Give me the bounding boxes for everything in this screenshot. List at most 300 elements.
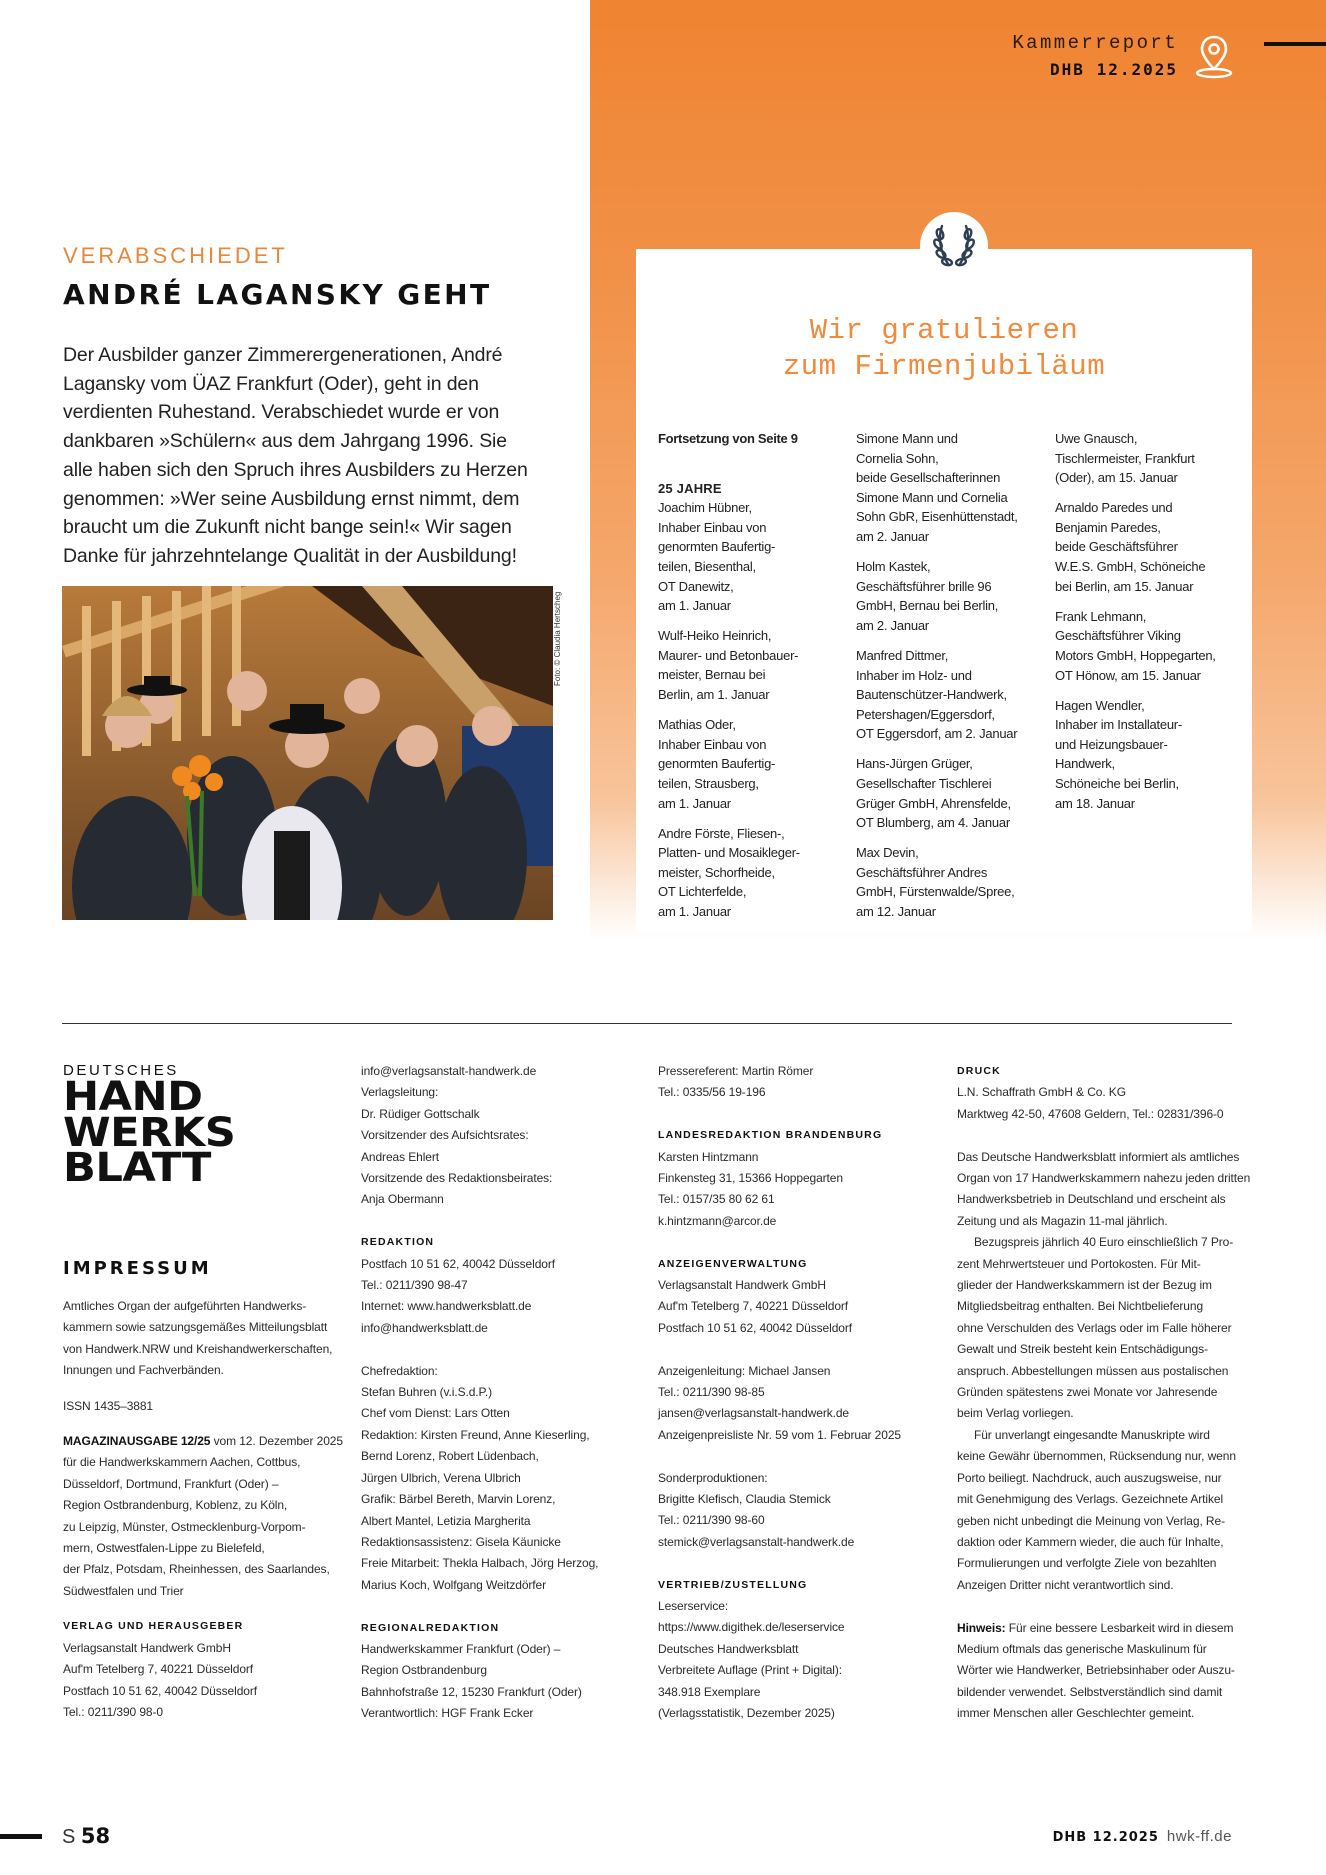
line-text: von Handwerk.NRW und Kreishandwerkerschaften, bbox=[63, 1341, 333, 1356]
impressum-title: IMPRESSUM bbox=[63, 1258, 212, 1279]
block-line bbox=[63, 1339, 358, 1360]
block-line bbox=[63, 1659, 358, 1680]
block-line bbox=[957, 1211, 1257, 1232]
block-line bbox=[957, 1660, 1257, 1681]
line-text: Porto beiliegt. Nachdruck, auch auszugsweise, nur bbox=[957, 1470, 1222, 1485]
impressum-block bbox=[63, 1616, 358, 1723]
entry-line: Arnaldo Paredes und bbox=[1055, 500, 1173, 516]
block-line bbox=[957, 1682, 1257, 1703]
jubilee-entry bbox=[1055, 498, 1250, 596]
line-text: Auf'm Tetelberg 7, 40221 Düsseldorf bbox=[658, 1299, 849, 1314]
line-text: Tel.: 0157/35 80 62 61 bbox=[658, 1192, 775, 1207]
block-line bbox=[361, 1660, 656, 1681]
article-kicker: VERABSCHIEDET bbox=[63, 243, 288, 268]
block-line bbox=[658, 1318, 953, 1339]
line-text: beim Verlag vorliegen. bbox=[957, 1406, 1074, 1421]
page-number bbox=[62, 1824, 110, 1849]
entry-line: teilen, Biesenthal, bbox=[658, 558, 756, 574]
block-line bbox=[361, 1575, 656, 1596]
block-line bbox=[957, 1147, 1257, 1168]
block-line bbox=[361, 1168, 656, 1189]
block-line bbox=[361, 1403, 656, 1424]
entry-line: am 2. Januar bbox=[856, 617, 929, 633]
line-text: Redaktion: Kirsten Freund, Anne Kieserling, bbox=[361, 1427, 590, 1442]
line-text: für die Handwerkskammern Aachen, Cottbus, bbox=[63, 1455, 301, 1470]
line-text: Bernd Lorenz, Robert Lüdenbach, bbox=[361, 1449, 539, 1464]
line-text: ISSN 1435–3881 bbox=[63, 1398, 154, 1413]
block-heading: VERLAG UND HERAUSGEBER bbox=[63, 1620, 244, 1633]
line-text: Verlagsleitung: bbox=[361, 1085, 439, 1100]
line-text: Vorsitzende des Redaktionsbeirates: bbox=[361, 1171, 553, 1186]
block-line bbox=[361, 1425, 656, 1446]
line-text: Marktweg 42-50, 47608 Geldern, Tel.: 02831/396-0 bbox=[957, 1106, 1224, 1121]
impressum-block bbox=[658, 1254, 953, 1340]
body-line: Danke für jahrzehntelange Qualität in der Ausbildung! bbox=[63, 544, 517, 567]
lead-text: MAGAZINAUSGABE 12/25 bbox=[63, 1434, 211, 1449]
line-text: info@verlagsanstalt-handwerk.de bbox=[361, 1064, 537, 1078]
entry-line: Inhaber im Holz- und bbox=[856, 667, 972, 683]
impressum-block bbox=[361, 1618, 656, 1725]
photo-credit: Foto: © Claudia Hertscheg bbox=[553, 591, 562, 686]
block-heading: LANDESREDAKTION BRANDENBURG bbox=[658, 1129, 883, 1142]
line-text: Chef vom Dienst: Lars Otten bbox=[361, 1406, 510, 1421]
line-text: Für eine bessere Lesbarkeit wird in diesem bbox=[1005, 1620, 1234, 1635]
entry-line: Gesellschafter Tischlerei bbox=[856, 776, 992, 791]
logo-line: BLATT bbox=[63, 1145, 211, 1191]
line-text: Grafik: Bärbel Bereth, Marvin Lorenz, bbox=[361, 1492, 556, 1507]
entry-line: genormten Baufertig- bbox=[658, 756, 776, 772]
section-label: Kammerreport bbox=[1012, 32, 1178, 54]
entry-line: Holm Kastek, bbox=[856, 559, 931, 575]
block-line bbox=[957, 1339, 1257, 1360]
line-text: mern, Ostwestfalen-Lippe zu Bielefeld, bbox=[63, 1541, 265, 1556]
block-line bbox=[361, 1275, 656, 1296]
impressum-block bbox=[957, 1618, 1257, 1725]
footer-right bbox=[1053, 1828, 1232, 1845]
line-text: Sonderproduktionen: bbox=[658, 1470, 768, 1485]
entry-line: und Heizungsbauer- bbox=[1055, 736, 1168, 752]
entry-line: (Oder), am 15. Januar bbox=[1055, 470, 1178, 486]
line-text: Handwerksbetrieb in Deutschland und erscheint als bbox=[957, 1192, 1226, 1207]
laurel-wreath-icon bbox=[920, 212, 988, 280]
impressum-block bbox=[361, 1361, 656, 1596]
jubilee-column-2 bbox=[856, 429, 1051, 932]
impressum-block bbox=[658, 1575, 953, 1725]
block-heading: DRUCK bbox=[957, 1065, 1001, 1077]
entry-line: Geschäftsführer brille 96 bbox=[856, 578, 992, 594]
block-line bbox=[361, 1254, 656, 1275]
block-line bbox=[957, 1104, 1257, 1125]
line-text: kammern sowie satzungsgemäßes Mitteilungsblatt bbox=[63, 1320, 328, 1335]
laurel-badge bbox=[920, 212, 988, 280]
line-text: Marius Koch, Wolfgang Weitzdörfer bbox=[361, 1577, 547, 1592]
block-line bbox=[63, 1396, 358, 1417]
impressum-block bbox=[957, 1232, 1257, 1425]
line-text: Düsseldorf, Dortmund, Frankfurt (Oder) – bbox=[63, 1476, 279, 1491]
block-line bbox=[361, 1532, 656, 1553]
block-line bbox=[957, 1403, 1257, 1424]
block-line bbox=[658, 1425, 953, 1446]
entry-line: Max Devin, bbox=[856, 845, 919, 861]
block-line bbox=[361, 1189, 656, 1210]
block-line bbox=[361, 1682, 656, 1703]
block-line bbox=[361, 1296, 656, 1317]
entry-line: OT Hönow, am 15. Januar bbox=[1055, 667, 1201, 683]
block-heading: REDAKTION bbox=[361, 1236, 435, 1249]
block-line bbox=[957, 1532, 1257, 1553]
block-line bbox=[63, 1474, 358, 1495]
block-line bbox=[658, 1703, 953, 1724]
body-line: braucht um die Zukunft nicht bange sein!« Wir sagen bbox=[63, 516, 512, 539]
location-pin-icon bbox=[1194, 34, 1234, 80]
block-line bbox=[658, 1189, 953, 1210]
entry-line: Maurer- und Betonbauer- bbox=[658, 647, 799, 663]
entry-line: Frank Lehmann, bbox=[1055, 608, 1147, 624]
entry-line: Sohn GbR, Eisenhüttenstadt, bbox=[856, 509, 1018, 525]
block-line bbox=[63, 1559, 358, 1580]
block-heading: VERTRIEB/ZUSTELLUNG bbox=[658, 1578, 808, 1591]
line-text: bildender verwendet. Selbstverständlich sind damit bbox=[957, 1684, 1223, 1699]
entry-line: am 2. Januar bbox=[856, 528, 929, 544]
line-text: Bezugspreis jährlich 40 Euro einschließlich 7 Pro- bbox=[974, 1235, 1234, 1250]
entry-line: beide Gesellschafterinnen bbox=[856, 470, 1001, 486]
block-line bbox=[957, 1382, 1257, 1403]
line-text: mit Genehmigung des Verlags. Gezeichnete Artikel bbox=[957, 1492, 1224, 1507]
block-line bbox=[63, 1360, 358, 1381]
entry-line: am 1. Januar bbox=[658, 795, 731, 811]
line-text: ohne Verschulden des Verlags oder im Falle höherer bbox=[957, 1320, 1232, 1335]
line-text: Internet: www.handwerksblatt.de bbox=[361, 1299, 532, 1314]
impressum-block bbox=[658, 1361, 953, 1447]
line-text: Auf'm Tetelberg 7, 40221 Düsseldorf bbox=[63, 1662, 254, 1677]
block-line bbox=[63, 1452, 358, 1473]
line-text: immer Menschen aller Geschlechter gemeint. bbox=[957, 1706, 1195, 1721]
block-line bbox=[63, 1702, 358, 1723]
entry-line: bei Berlin, am 15. Januar bbox=[1055, 578, 1194, 594]
entry-line: Handwerk, bbox=[1055, 756, 1115, 772]
line-text: Bahnhofstraße 12, 15230 Frankfurt (Oder) bbox=[361, 1684, 582, 1699]
entry-line: genormten Baufertig- bbox=[658, 539, 776, 555]
impressum-block bbox=[957, 1425, 1257, 1596]
article-title: ANDRÉ LAGANSKY GEHT bbox=[63, 278, 492, 311]
jubilee-column-1 bbox=[658, 429, 853, 932]
block-line bbox=[957, 1254, 1257, 1275]
entry-line: Schöneiche bei Berlin, bbox=[1055, 776, 1179, 791]
line-text: Postfach 10 51 62, 40042 Düsseldorf bbox=[658, 1320, 852, 1335]
line-text: Innungen und Fachverbänden. bbox=[63, 1363, 224, 1378]
line-text: Mitgliedsbeitrag enthalten. Bei Nichtbelieferung bbox=[957, 1299, 1204, 1314]
block-line bbox=[361, 1468, 656, 1489]
entry-line: Bautenschützer-Handwerk, bbox=[856, 687, 1007, 703]
block-line bbox=[658, 1082, 953, 1103]
block-line bbox=[63, 1296, 358, 1317]
issue-label: DHB 12.2025 bbox=[1050, 60, 1178, 79]
block-line bbox=[361, 1147, 656, 1168]
block-line bbox=[63, 1581, 358, 1602]
entry-line: meister, Bernau bei bbox=[658, 667, 766, 683]
line-text: Medium oftmals das generische Maskulinum für bbox=[957, 1641, 1207, 1656]
block-line bbox=[361, 1318, 656, 1339]
block-line bbox=[658, 1617, 953, 1638]
entry-line: beide Geschäftsführer bbox=[1055, 539, 1178, 555]
line-text: Tel.: 0211/390 98-0 bbox=[63, 1704, 163, 1719]
body-line: Lagansky vom ÜAZ Frankfurt (Oder), geht in den bbox=[63, 372, 479, 395]
article-photo bbox=[62, 586, 553, 920]
line-text: Freie Mitarbeit: Thekla Halbach, Jörg Herzog, bbox=[361, 1556, 599, 1571]
line-text: L.N. Schaffrath GmbH & Co. KG bbox=[957, 1085, 1126, 1100]
impressum-block bbox=[658, 1125, 953, 1232]
entry-line: Cornelia Sohn, bbox=[856, 450, 939, 466]
block-line bbox=[361, 1382, 656, 1403]
block-line bbox=[63, 1538, 358, 1559]
entry-line: am 1. Januar bbox=[658, 903, 731, 919]
block-heading: REGIONALREDAKTION bbox=[361, 1621, 500, 1634]
line-text: daktion oder Kammern wieder, die auch für Inhalte, bbox=[957, 1534, 1224, 1549]
entry-line: Platten- und Mosaikleger- bbox=[658, 845, 800, 861]
block-line bbox=[361, 1061, 656, 1082]
line-text: Region Ostbrandenburg, Koblenz, zu Köln, bbox=[63, 1498, 288, 1513]
block-line bbox=[658, 1147, 953, 1168]
handwerksblatt-logo bbox=[63, 1062, 236, 1191]
impressum-block bbox=[361, 1061, 656, 1211]
entry-line: Simone Mann und Cornelia bbox=[856, 489, 1008, 505]
footer-bar bbox=[0, 1834, 42, 1839]
block-line bbox=[361, 1489, 656, 1510]
line-text: Amtliches Organ der aufgeführten Handwerks- bbox=[63, 1299, 307, 1313]
page-prefix: S bbox=[62, 1826, 76, 1848]
block-line bbox=[957, 1318, 1257, 1339]
body-line: genommen: »Wer seine Ausbildung ernst nimmt, dem bbox=[63, 487, 520, 510]
block-line bbox=[658, 1211, 953, 1232]
entry-line: Berlin, am 1. Januar bbox=[658, 687, 770, 703]
entry-line: am 18. Januar bbox=[1055, 795, 1135, 811]
line-text: Redaktionsassistenz: Gisela Käunicke bbox=[361, 1534, 561, 1549]
line-text: Leserservice: bbox=[658, 1599, 729, 1614]
block-line bbox=[957, 1511, 1257, 1532]
block-line bbox=[957, 1489, 1257, 1510]
line-text: Tel.: 0211/390 98-47 bbox=[361, 1278, 468, 1293]
entry-line: GmbH, Bernau bei Berlin, bbox=[856, 598, 999, 614]
entry-line: Manfred Dittmer, bbox=[856, 647, 949, 663]
block-line bbox=[361, 1703, 656, 1724]
block-line bbox=[361, 1125, 656, 1146]
entry-line: Grüger GmbH, Ahrensfelde, bbox=[856, 795, 1011, 811]
body-line: alle haben sich den Spruch ihres Ausbilders zu Herzen bbox=[63, 458, 528, 481]
line-text: Südwestfalen und Trier bbox=[63, 1583, 184, 1598]
jubilee-entry bbox=[1055, 429, 1250, 488]
block-line bbox=[63, 1431, 358, 1452]
line-text: Gewalt und Streik besteht kein Entschädigungs- bbox=[957, 1342, 1208, 1357]
block-line bbox=[658, 1468, 953, 1489]
block-line bbox=[957, 1232, 1257, 1253]
block-line bbox=[957, 1575, 1257, 1596]
block-line bbox=[63, 1638, 358, 1659]
entry-line: Benjamin Paredes, bbox=[1055, 519, 1161, 535]
line-text: Postfach 10 51 62, 40042 Düsseldorf bbox=[361, 1256, 555, 1271]
block-line bbox=[957, 1703, 1257, 1724]
block-line bbox=[957, 1082, 1257, 1103]
block-line bbox=[957, 1275, 1257, 1296]
impressum-column-3 bbox=[658, 1061, 953, 1746]
block-line bbox=[658, 1403, 953, 1424]
block-line bbox=[361, 1639, 656, 1660]
body-line: dankbaren »Schülern« aus dem Jahrgang 1996. Sie bbox=[63, 430, 507, 453]
footer-website[interactable]: hwk-ff.de bbox=[1166, 1828, 1232, 1845]
line-text: Finkensteg 31, 15366 Hoppegarten bbox=[658, 1171, 843, 1186]
line-text: zu Leipzig, Münster, Ostmecklenburg-Vorpom- bbox=[63, 1519, 306, 1534]
jubilee-entry bbox=[1055, 696, 1250, 814]
line-text: Albert Mantel, Letizia Margherita bbox=[361, 1513, 531, 1528]
entry-line: Inhaber Einbau von bbox=[658, 736, 767, 752]
entry-line: am 1. Januar bbox=[658, 598, 731, 614]
line-text: Anzeigenleitung: Michael Jansen bbox=[658, 1363, 831, 1378]
block-line bbox=[658, 1510, 953, 1531]
line-text: Verbreitete Auflage (Print + Digital): bbox=[658, 1663, 842, 1678]
jubilee-entry bbox=[856, 843, 1051, 921]
jubilee-entry bbox=[1055, 607, 1250, 685]
line-text: Tel.: 0335/56 19-196 bbox=[658, 1085, 766, 1100]
entry-line: Inhaber Einbau von bbox=[658, 519, 767, 535]
line-text: Gründen spätestens zwei Monate vor Jahresende bbox=[957, 1385, 1218, 1400]
line-text: jansen@verlagsanstalt-handwerk.de bbox=[658, 1406, 849, 1421]
block-line bbox=[957, 1296, 1257, 1317]
block-line bbox=[957, 1189, 1257, 1210]
impressum-block bbox=[957, 1061, 1257, 1125]
line-text: Anja Obermann bbox=[361, 1192, 444, 1207]
logo-small-text: DEUTSCHES bbox=[63, 1062, 179, 1079]
block-line bbox=[658, 1275, 953, 1296]
entry-line: Joachim Hübner, bbox=[658, 500, 752, 516]
entry-line: Simone Mann und bbox=[856, 431, 958, 446]
block-line bbox=[658, 1296, 953, 1317]
entry-line: Hans-Jürgen Grüger, bbox=[856, 756, 973, 772]
block-line bbox=[957, 1468, 1257, 1489]
line-text: Andreas Ehlert bbox=[361, 1149, 439, 1164]
block-line bbox=[361, 1104, 656, 1125]
section-divider bbox=[62, 1023, 1232, 1024]
block-line bbox=[658, 1639, 953, 1660]
impressum-block bbox=[658, 1468, 953, 1554]
jubilee-heading: 25 JAHRE bbox=[658, 480, 722, 496]
line-text: zent Mehrwertsteuer und Portokosten. Für Mit- bbox=[957, 1256, 1201, 1271]
entry-line: Mathias Oder, bbox=[658, 717, 736, 733]
line-text: anspruch. Abbestellungen müssen aus postalischen bbox=[957, 1363, 1229, 1378]
line-text: Dr. Rüdiger Gottschalk bbox=[361, 1106, 480, 1121]
block-line bbox=[361, 1553, 656, 1574]
block-line bbox=[361, 1082, 656, 1103]
entry-line: Andre Förste, Fliesen-, bbox=[658, 825, 785, 841]
entry-line: GmbH, Fürstenwalde/Spree, bbox=[856, 884, 1015, 900]
line-text: Organ von 17 Handwerkskammern nahezu jeden dritten bbox=[957, 1171, 1251, 1186]
header-rule bbox=[1264, 42, 1326, 46]
block-line bbox=[957, 1553, 1257, 1574]
entry-line: OT Lichterfelde, bbox=[658, 884, 747, 900]
block-line bbox=[658, 1489, 953, 1510]
line-text: Formulierungen und verfolgte Ziele von bezahlten bbox=[957, 1556, 1217, 1571]
entry-line: Hagen Wendler, bbox=[1055, 697, 1145, 713]
block-line bbox=[658, 1596, 953, 1617]
line-text: 348.918 Exemplare bbox=[658, 1684, 761, 1699]
entry-line: teilen, Strausberg, bbox=[658, 775, 759, 791]
block-line bbox=[63, 1317, 358, 1338]
line-text: Brigitte Klefisch, Claudia Stemick bbox=[658, 1492, 831, 1507]
line-text: Handwerkskammer Frankfurt (Oder) – bbox=[361, 1641, 561, 1656]
line-text: Tel.: 0211/390 98-85 bbox=[658, 1385, 765, 1400]
jubilee-entry bbox=[658, 824, 853, 922]
block-line bbox=[658, 1061, 953, 1082]
line-text: Anzeigenpreisliste Nr. 59 vom 1. Februar 2025 bbox=[658, 1427, 901, 1442]
logo-line: WERKS bbox=[63, 1109, 236, 1156]
line-text: Verantwortlich: HGF Frank Ecker bbox=[361, 1706, 534, 1721]
entry-line: am 12. Januar bbox=[856, 904, 936, 920]
entry-line: Wulf-Heiko Heinrich, bbox=[658, 628, 772, 644]
jubilee-entry bbox=[658, 715, 853, 813]
impressum-block bbox=[63, 1431, 358, 1602]
block-line bbox=[658, 1361, 953, 1382]
jubilee-entry bbox=[856, 646, 1051, 744]
entry-line: meister, Schorfheide, bbox=[658, 864, 775, 880]
line-text: Zeitung und als Magazin 11-mal jährlich. bbox=[957, 1213, 1168, 1228]
lead-text: Hinweis: bbox=[957, 1620, 1006, 1635]
entry-line: Inhaber im Installateur- bbox=[1055, 717, 1182, 733]
footer-issue: DHB 12.2025 bbox=[1052, 1830, 1159, 1845]
line-text: info@handwerksblatt.de bbox=[361, 1320, 488, 1335]
line-text: vom 12. Dezember 2025 bbox=[210, 1434, 343, 1449]
line-text: https://www.digithek.de/leserservice bbox=[658, 1620, 845, 1635]
block-heading: ANZEIGENVERWALTUNG bbox=[658, 1257, 808, 1270]
jubilee-title-line2: zum Firmenjubiläum bbox=[782, 350, 1106, 383]
entry-line: Geschäftsführer Viking bbox=[1055, 628, 1181, 644]
block-line bbox=[658, 1382, 953, 1403]
entry-line: OT Eggersdorf, am 2. Januar bbox=[856, 726, 1018, 742]
block-line bbox=[63, 1517, 358, 1538]
line-text: Deutsches Handwerksblatt bbox=[658, 1641, 799, 1656]
line-text: Chefredaktion: bbox=[361, 1363, 438, 1378]
entry-line: OT Blumberg, am 4. Januar bbox=[856, 815, 1010, 831]
jubilee-entry bbox=[856, 754, 1051, 832]
entry-line: OT Danewitz, bbox=[658, 578, 734, 594]
jubilee-title-line1: Wir gratulieren bbox=[809, 314, 1079, 347]
continuation-note: Fortsetzung von Seite 9 bbox=[658, 431, 798, 446]
entry-line: W.E.S. GmbH, Schöneiche bbox=[1055, 559, 1206, 575]
block-line bbox=[658, 1660, 953, 1681]
impressum-block bbox=[361, 1232, 656, 1339]
line-text: k.hintzmann@arcor.de bbox=[658, 1213, 777, 1228]
line-text: stemick@verlagsanstalt-handwerk.de bbox=[658, 1534, 855, 1549]
line-text: (Verlagsstatistik, Dezember 2025) bbox=[658, 1706, 835, 1721]
impressum-block bbox=[63, 1396, 358, 1417]
block-line bbox=[658, 1532, 953, 1553]
entry-line: Petershagen/Eggersdorf, bbox=[856, 706, 995, 722]
line-text: Verlagsanstalt Handwerk GmbH bbox=[63, 1640, 231, 1655]
line-text: Pressereferent: Martin Römer bbox=[658, 1064, 814, 1078]
line-text: keine Gewähr übernommen, Rücksendung nur, wenn bbox=[957, 1449, 1236, 1464]
block-line bbox=[957, 1361, 1257, 1382]
logo-line: HAND bbox=[63, 1074, 203, 1120]
body-line: verdienten Ruhestand. Verabschiedet wurde er von bbox=[63, 401, 500, 424]
impressum-block bbox=[658, 1061, 953, 1104]
impressum-block bbox=[957, 1147, 1257, 1597]
entry-line: Geschäftsführer Andres bbox=[856, 864, 988, 880]
line-text: geben nicht unbedingt die Meinung von Verlag, Re- bbox=[957, 1513, 1225, 1528]
jubilee-entry bbox=[658, 498, 853, 616]
impressum-column-1 bbox=[63, 1296, 358, 1737]
block-line bbox=[361, 1446, 656, 1467]
article-body bbox=[63, 341, 528, 571]
entry-line: Tischlermeister, Frankfurt bbox=[1055, 450, 1195, 466]
page-number-value: 58 bbox=[80, 1824, 111, 1848]
line-text: Verlagsanstalt Handwerk GmbH bbox=[658, 1278, 826, 1293]
